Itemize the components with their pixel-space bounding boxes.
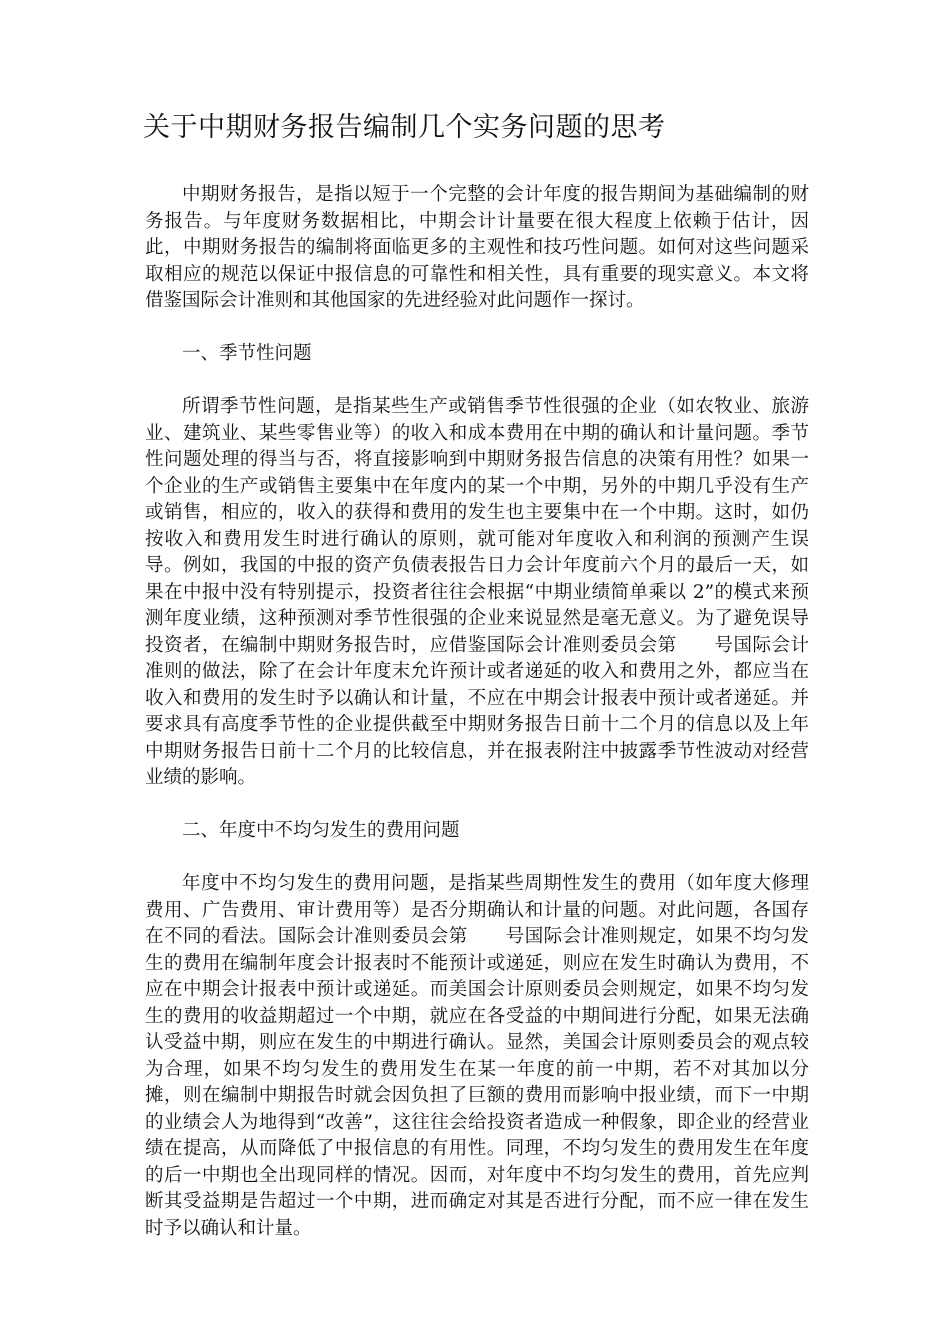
intro-paragraph: 中期财务报告，是指以短于一个完整的会计年度的报告期间为基础编制的财务报告。与年度财务数据相比，中期会计计量要在很大程度上依赖于估计，因此，中期财务报告的编制将面临更多的主观性和技巧性问题。如何对这些问题采取相应的规范以保证中报信息的可靠性和相关性，具有重要的现实意义。本文将借鉴国际会计准则和其他国家的先进经验对此问题作一探讨。 <box>145 184 809 311</box>
spacer <box>145 845 809 872</box>
spacer <box>145 315 809 342</box>
section-heading-uneven-costs: 二、年度中不均匀发生的费用问题 <box>182 820 460 841</box>
document-page <box>145 108 809 1242</box>
section-body-seasonality: 所谓季节性问题，是指某些生产或销售季节性很强的企业（如农牧业、旅游业、建筑业、某些零售业等）的收入和成本费用在中期的确认和计量问题。季节性问题处理的得当与否，将直接影响到中期财务报告信息的决策有用性？如果一个企业的生产或销售主要集中在年度内的某一个中期，另外的中期几乎没有生产或销售，相应的，收入的获得和费用的发生也主要集中在一个中期。这时，如仍按收入和费用发生时进行确认的原则，就可能对年度收入和利润的预测产生误导。例如，我国的中报的资产负债表报告日力会计年度前六个月的最后一天，如果在中报中没有特别提示，投资者往往会根据“中期业绩简单乘以 2”的模式来预测年度业绩，这种预测对季节性很强的企业来说显然是毫无意义。为了避免误导投资者，在编制中期财务报告时，应借鉴国际会计准则委员会第 号国际会计准则的做法，除了在会计年度末允许预计或者递延的收入和费用之外，都应当在收入和费用的发生时予以确认和计量，不应在中期会计报表中预计或者递延。并要求具有高度季节性的企业提供截至中期财务报告日前十二个月的信息以及上年中期财务报告日前十二个月的比较信息，并在报表附注中披露季节性波动对经营业绩的影响。 <box>145 396 809 788</box>
section-body-uneven-costs: 年度中不均匀发生的费用问题，是指某些周期性发生的费用（如年度大修理费用、广告费用、审计费用等）是否分期确认和计量的问题。对此问题，各国存在不同的看法。国际会计准则委员会第 号国际会计准则规定，如果不均匀发生的费用在编制年度会计报表时不能预计或递延，则应在发生时确认为费用，不应在中期会计报表中预计或递延。而美国会计原则委员会则规定，如果不均匀发生的费用的收益期超过一个中期，就应在各受益的中期间进行分配，如果无法确认受益中期，则应在发生的中期进行确认。显然，美国会计原则委员会的观点较为合理，如果不均匀发生的费用发生在某一年度的前一中期，若不对其加以分摊，则在编制中期报告时就会因负担了巨额的费用而影响中报业绩，而下一中期的业绩会人为地得到“改善”，这往往会给投资者造成一种假象，即企业的经营业绩在提高，从而降低了中报信息的有用性。同理，不均匀发生的费用发生在年度的后一中期也全出现同样的情况。因而，对年度中不均匀发生的费用，首先应判断其受益期是告超过一个中期，进而确定对其是否进行分配，而不应一律在发生时予以确认和计量。 <box>145 873 809 1239</box>
document-title: 关于中期财务报告编制几个实务问题的思考 <box>143 112 666 143</box>
section-heading-seasonality: 一、季节性问题 <box>182 343 312 364</box>
spacer <box>145 368 809 395</box>
spacer <box>145 792 809 819</box>
